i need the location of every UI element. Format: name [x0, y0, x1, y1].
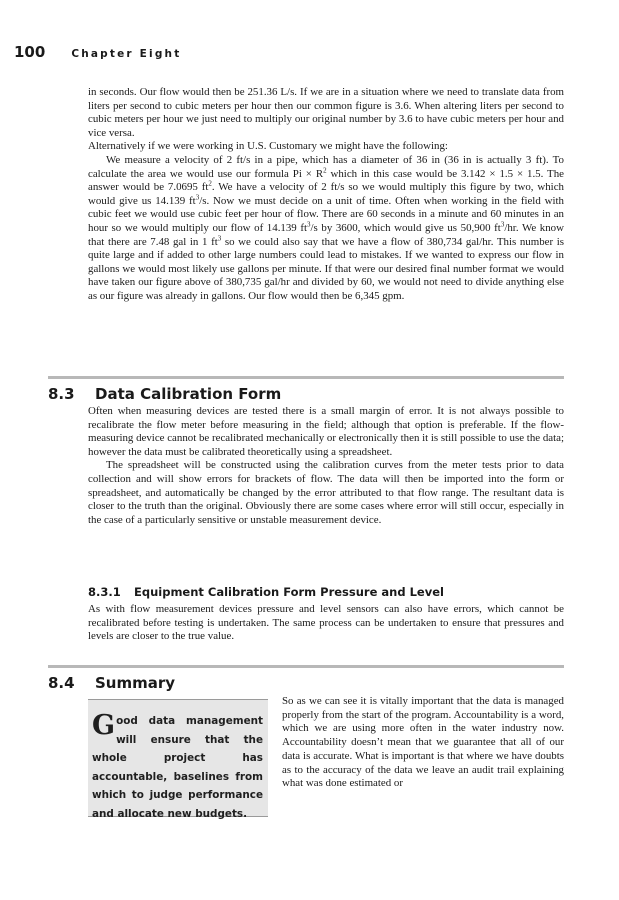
page-number: 100 [14, 43, 46, 61]
section-title: Data Calibration Form [95, 385, 282, 403]
callout-text: ood data management will ensure that the whole project has accountable, baselines from which to judge performance and allocate new budgets. [92, 715, 263, 820]
section-divider [48, 665, 564, 668]
intro-text [88, 86, 564, 304]
section-number: 8.3 [48, 385, 75, 403]
section-heading-8-4 [48, 674, 175, 692]
intro-paragraph-2: Alternatively if we were working in U.S. Customary we might have the following: [88, 140, 448, 153]
subsection-number: 8.3.1 [88, 585, 121, 599]
section-heading-8-3 [48, 385, 281, 403]
subsection-heading-8-3-1 [88, 585, 444, 599]
intro-paragraph-1: in seconds. Our flow would then be 251.36 L/s. If we are in a situation where we need to translate data from liters per second to cubic meters per hour then our common figure is 3.6. When altering liters per second to cubic meters per hour we just need to multiply our original number by 3.6 to have cubic meters per hour and vice versa. [88, 86, 564, 139]
running-header [14, 43, 181, 61]
summary-text [282, 695, 564, 791]
section-8-3-paragraph-2: The spreadsheet will be constructed using the calibration curves from the meter tests prior to data collection and will show errors for brackets of flow. The data will then be imported into the form or spreadsheet, and automatically be changed by the error attributed to that flow range. The resultant data is closer to the truth than the original. Obviously there are some cases where error will still occur, especially in the case of a particularly sensitive or unstable measurement device. [88, 459, 564, 526]
chapter-title: Chapter Eight [71, 48, 182, 60]
intro-paragraph-3: We measure a velocity of 2 ft/s in a pipe, which has a diameter of 36 in (36 in is actually 3 ft). To calculate the area we would use our formula $Pi \times R^2$ which in this case would be 3.142 × 1.5 × 1.5. The answer would be 7.0695 $ft^2$. We have a velocity of 2 ft/s so we would multiply this figure by two, which would give us 14.139 $ft^3/s$. Now we must decide on a unit of time. Often when working in the field with cubic feet we would use cubic feet per hour of flow. There are 60 seconds in a minute and 60 minutes in an hour so we would multiply our flow of 14.139 $ft^3/s$ by 3600, which would give us 50,900 $ft^3/hr$. We know that there are 7.48 gal in 1 $ft^3$ so we could also say that we have a flow of 380,734 gal/hr. This number is quite large and if added to other large numbers could lead to mistakes. If we wanted to express our flow in gallons we would most likely use gallons per minute. If that were our desired final number format we would have taken our figure above of 380,735 gal/hr and divided by 60, we would not need to divide anything else as our figure was already in gallons. Our flow would then be 6,345 gpm. [88, 153, 564, 302]
section-8-3-1-paragraph: As with flow measurement devices pressure and level sensors can also have errors, which cannot be recalibrated before testing is undertaken. The same process can be undertaken to ensure that pressures and levels are closer to the true value. [88, 603, 564, 643]
summary-paragraph: So as we can see it is vitally important that the data is managed properly from the start of the program. Accountability is a word, which we are using more often in the water industry now. Accountability doesn’t mean that we guarantee that all of our data is accurate. What is important is that where we have doubts as to the accuracy of the data we leave an audit trail explaining what was done estimated or [282, 695, 564, 790]
section-number: 8.4 [48, 674, 75, 692]
subsection-title: Equipment Calibration Form Pressure and Level [134, 585, 444, 599]
callout-box [88, 699, 268, 820]
section-divider [48, 376, 564, 379]
drop-cap: G [92, 710, 116, 741]
section-8-3-1-text [88, 603, 564, 644]
section-8-3-paragraph-1: Often when measuring devices are tested there is a small margin of error. It is not always possible to recalibrate the flow meter before measuring in the field; although that option is preferable. If the flow-measuring device cannot be recalibrated mechanically or electronically then it is still possible to use the data; however the data must be calibrated theoretically using a spreadsheet. [88, 405, 564, 458]
section-title: Summary [95, 674, 176, 692]
section-8-3-text [88, 405, 564, 527]
